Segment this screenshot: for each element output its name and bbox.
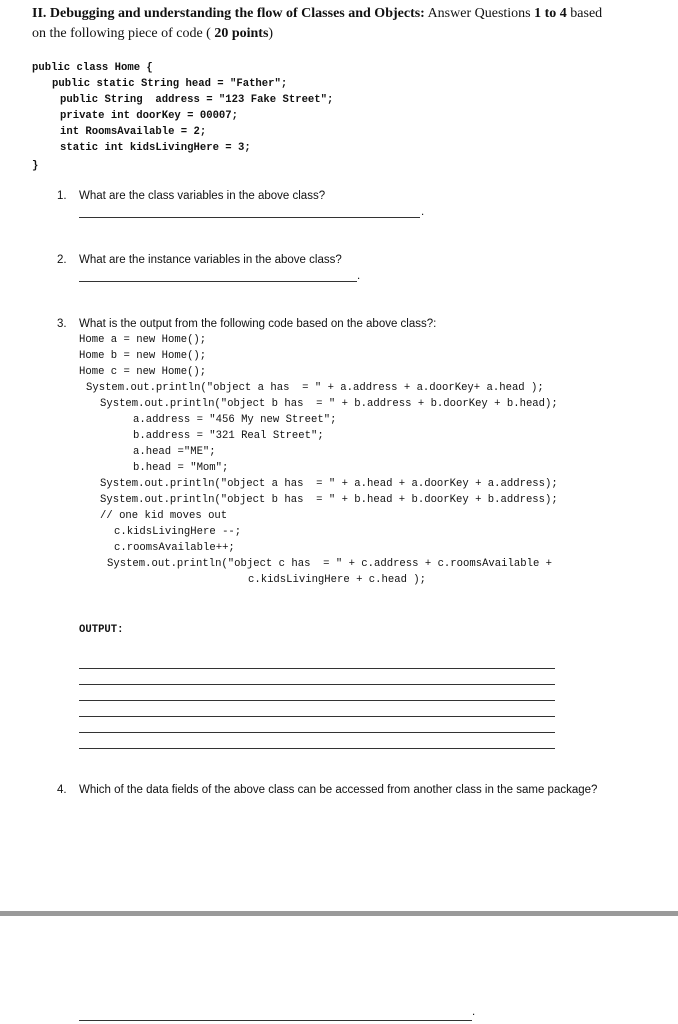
question-4-text: Which of the data fields of the above class can be accessed from another class in the same package?	[79, 784, 598, 796]
q3-code-line: System.out.println("object a has = " + a.address + a.doorKey+ a.head );	[86, 382, 544, 394]
q3-code-line: System.out.println("object c has = " + c.address + c.roomsAvailable +	[107, 558, 553, 570]
answer-line-1[interactable]	[79, 217, 420, 218]
q3-code-line: b.address = "321 Real Street";	[133, 430, 324, 442]
output-answer-line[interactable]	[79, 732, 555, 733]
answer-line-4-mark: .	[472, 1006, 476, 1018]
output-label: OUTPUT:	[79, 624, 124, 636]
points-prefix: on the following piece of code (	[32, 26, 215, 41]
section-heading-text: Answer Questions	[424, 6, 535, 21]
q3-code-line: c.kidsLivingHere + c.head );	[248, 574, 427, 586]
q3-code-line: b.head = "Mom";	[133, 462, 229, 474]
output-answer-line[interactable]	[79, 748, 555, 749]
q3-code-line: a.head ="ME";	[133, 446, 216, 458]
q3-code-line: Home b = new Home();	[79, 350, 207, 362]
q3-code-line: System.out.println("object b has = " + b.head + b.doorKey + b.address);	[100, 494, 558, 506]
output-answer-line[interactable]	[79, 716, 555, 717]
q3-code-line: Home a = new Home();	[79, 334, 207, 346]
question-2-text: What are the instance variables in the above class?	[79, 254, 342, 266]
points-suffix: )	[268, 26, 274, 41]
range-to: to	[541, 6, 560, 21]
range-start: 1	[534, 6, 542, 21]
question-4-number: 4.	[57, 784, 67, 796]
code-line-address: public String address = "123 Fake Street";	[60, 94, 334, 106]
question-1-number: 1.	[57, 190, 67, 202]
output-answer-line[interactable]	[79, 684, 555, 685]
question-3-text: What is the output from the following code based on the above class?:	[79, 318, 437, 330]
section-separator	[0, 911, 678, 916]
class-declaration: public class Home {	[32, 62, 153, 74]
answer-line-1-mark: .	[421, 206, 425, 218]
points-value: 20 points	[214, 26, 269, 41]
class-closing-brace: }	[32, 160, 39, 172]
answer-line-4[interactable]	[79, 1020, 472, 1021]
question-2-number: 2.	[57, 254, 67, 266]
question-3-number: 3.	[57, 318, 67, 330]
section-heading-bold: II. Debugging and understanding the flow of Classes and Objects:	[32, 6, 425, 21]
answer-line-2-mark: .	[357, 270, 361, 282]
code-line-doorkey: private int doorKey = 00007;	[60, 110, 239, 122]
output-answer-line[interactable]	[79, 700, 555, 701]
q3-code-line: System.out.println("object a has = " + a.head + a.doorKey + a.address);	[100, 478, 558, 490]
q3-code-line: a.address = "456 My new Street";	[133, 414, 337, 426]
output-answer-line[interactable]	[79, 668, 555, 669]
code-line-head: public static String head = "Father";	[52, 78, 288, 90]
q3-code-comment: // one kid moves out	[100, 510, 228, 522]
answer-line-2[interactable]	[79, 281, 357, 282]
section-heading-line1	[32, 6, 602, 22]
section-heading-based: based	[566, 6, 603, 21]
question-1-text: What are the class variables in the above class?	[79, 190, 326, 202]
q3-code-line: System.out.println("object b has = " + b.address + b.doorKey + b.head);	[100, 398, 558, 410]
section-heading-line2	[32, 26, 273, 42]
code-line-kids: static int kidsLivingHere = 3;	[60, 142, 251, 154]
q3-code-line: Home c = new Home();	[79, 366, 207, 378]
code-line-rooms: int RoomsAvailable = 2;	[60, 126, 207, 138]
range-end: 4	[559, 6, 567, 21]
q3-code-line: c.roomsAvailable++;	[114, 542, 235, 554]
q3-code-line: c.kidsLivingHere --;	[114, 526, 242, 538]
